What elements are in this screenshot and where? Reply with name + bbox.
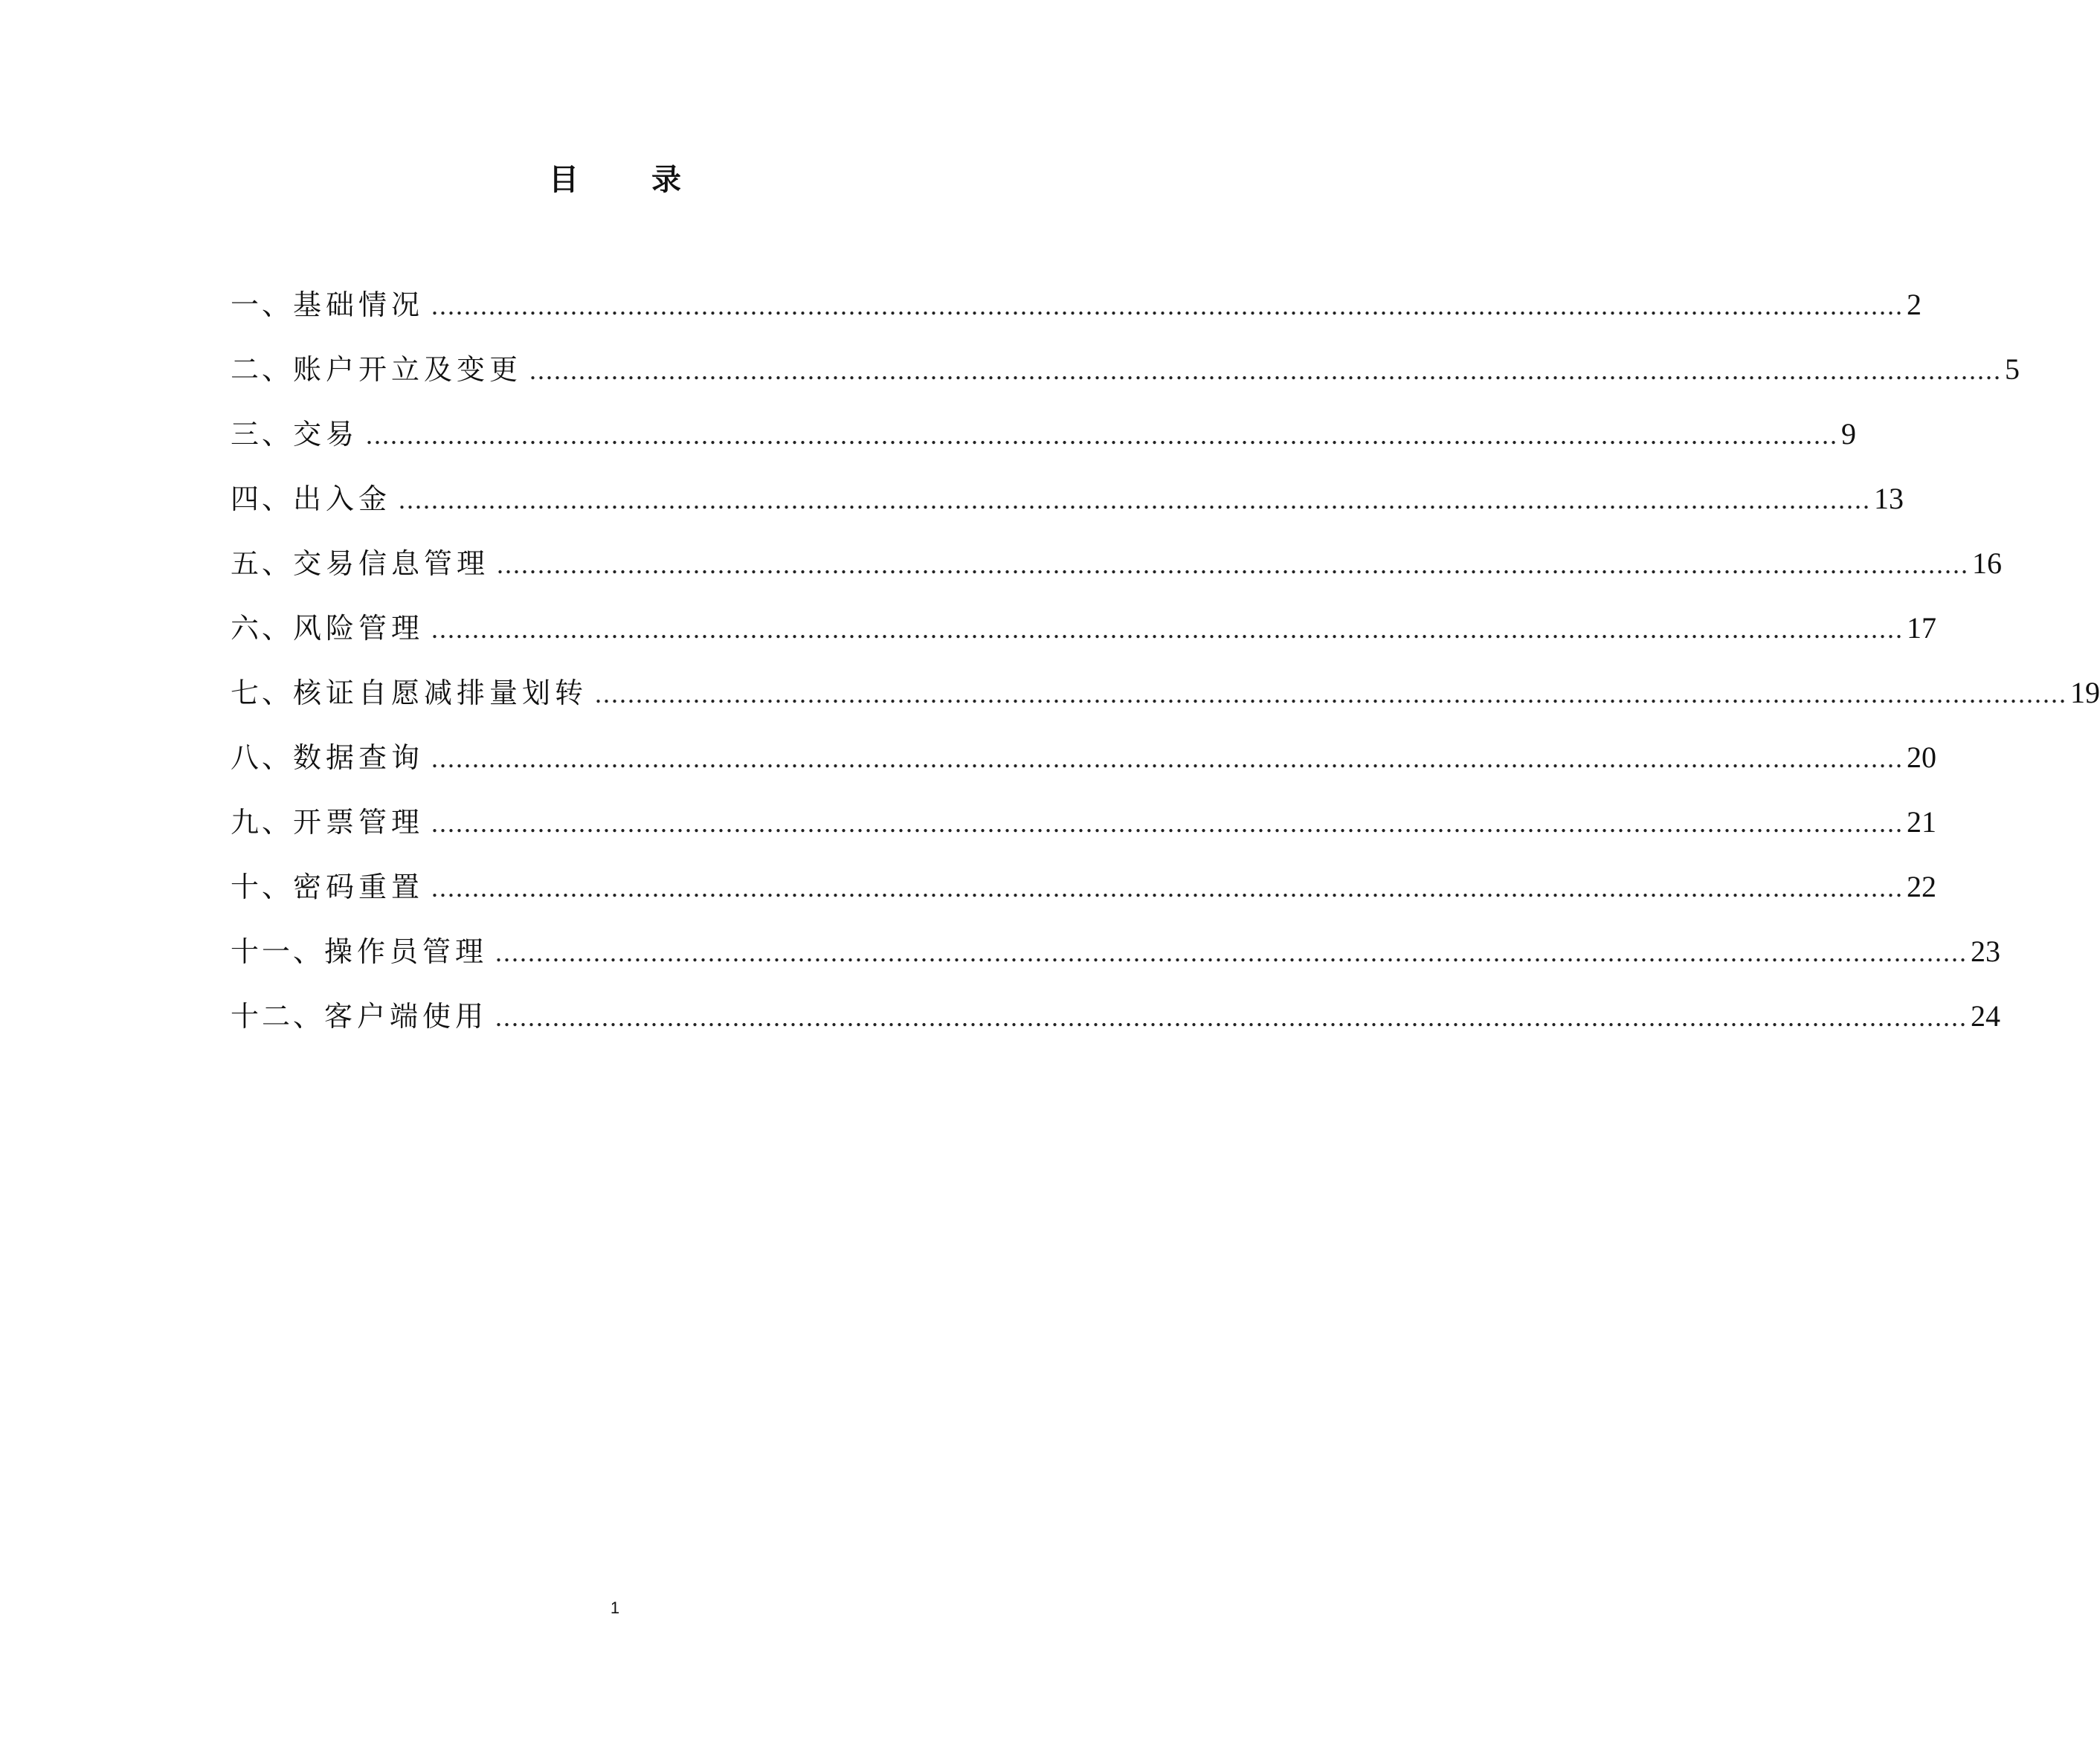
toc-dot-leader: ....................................................................................................................................................................................	[495, 1002, 1968, 1032]
toc-entry-number: 三、	[231, 418, 294, 451]
toc-entry[interactable]	[231, 347, 2020, 412]
toc-entry-label: 数据查询	[293, 741, 425, 774]
toc-dot-leader: ....................................................................................................................................................................................	[366, 420, 1839, 450]
toc-entry[interactable]	[231, 994, 2001, 1059]
toc-entry[interactable]	[231, 671, 2100, 735]
toc-entry-label: 核证自愿减排量划转	[293, 677, 588, 709]
toc-entry-number: 七、	[231, 677, 294, 709]
toc-entry-label: 操作员管理	[324, 935, 489, 968]
toc-dot-leader: ....................................................................................................................................................................................	[497, 549, 1970, 579]
toc-entry-number: 一、	[231, 288, 294, 321]
toc-entry-number: 十二、	[231, 1000, 325, 1033]
toc-entry-label: 基础情况	[293, 288, 425, 321]
toc-entry-number: 六、	[231, 612, 294, 645]
toc-entry[interactable]	[231, 412, 1857, 477]
toc-entry-page: 9	[1841, 417, 1857, 451]
toc-entry[interactable]	[231, 283, 1922, 347]
toc-entry-number: 十一、	[231, 935, 325, 968]
toc-entry-page: 22	[1907, 870, 1937, 903]
toc-entry-page: 21	[1907, 805, 1937, 839]
table-of-contents	[231, 283, 2100, 1059]
toc-entry-number: 二、	[231, 353, 294, 386]
toc-dot-leader: ....................................................................................................................................................................................	[399, 485, 1872, 514]
toc-entry[interactable]	[231, 606, 1937, 671]
toc-entry-label: 交易	[293, 418, 359, 451]
toc-entry-label: 账户开立及变更	[293, 353, 523, 386]
page-number: 1	[610, 1598, 620, 1617]
toc-entry-label: 交易信息管理	[293, 547, 490, 580]
toc-entry-label: 开票管理	[293, 806, 425, 839]
toc-entry-number: 十、	[231, 871, 294, 903]
page-title: 目 录	[549, 162, 712, 197]
toc-entry[interactable]	[231, 735, 1937, 800]
toc-entry-page: 2	[1907, 288, 1922, 321]
toc-entry-page: 20	[1907, 741, 1937, 774]
toc-dot-leader: ....................................................................................................................................................................................	[431, 873, 1904, 903]
toc-entry-page: 17	[1907, 611, 1937, 645]
toc-entry-page: 16	[1972, 546, 2003, 580]
toc-entry-label: 客户端使用	[324, 1000, 489, 1033]
toc-entry-number: 四、	[231, 483, 294, 515]
toc-entry[interactable]	[231, 800, 1937, 865]
toc-dot-leader: ....................................................................................................................................................................................	[495, 938, 1968, 967]
toc-entry-page: 24	[1971, 999, 2001, 1033]
toc-dot-leader: ....................................................................................................................................................................................	[431, 743, 1904, 773]
toc-entry-number: 八、	[231, 741, 294, 774]
toc-entry-page: 5	[2005, 352, 2020, 386]
toc-dot-leader: ....................................................................................................................................................................................	[431, 291, 1904, 320]
toc-dot-leader: ....................................................................................................................................................................................	[431, 808, 1904, 838]
toc-entry[interactable]	[231, 541, 2003, 606]
toc-entry-number: 九、	[231, 806, 294, 839]
toc-entry-number: 五、	[231, 547, 294, 580]
toc-entry-page: 19	[2070, 676, 2100, 709]
toc-entry-label: 密码重置	[293, 871, 425, 903]
toc-entry-page: 13	[1874, 482, 1904, 515]
toc-entry[interactable]	[231, 865, 1937, 929]
toc-dot-leader: ....................................................................................................................................................................................	[595, 679, 2068, 709]
toc-entry-page: 23	[1971, 935, 2001, 968]
toc-dot-leader: ....................................................................................................................................................................................	[529, 355, 2003, 385]
toc-entry-label: 风险管理	[293, 612, 425, 645]
toc-dot-leader: ....................................................................................................................................................................................	[431, 614, 1904, 644]
toc-entry[interactable]	[231, 477, 1904, 541]
toc-entry-label: 出入金	[293, 483, 392, 515]
toc-entry[interactable]	[231, 929, 2001, 994]
